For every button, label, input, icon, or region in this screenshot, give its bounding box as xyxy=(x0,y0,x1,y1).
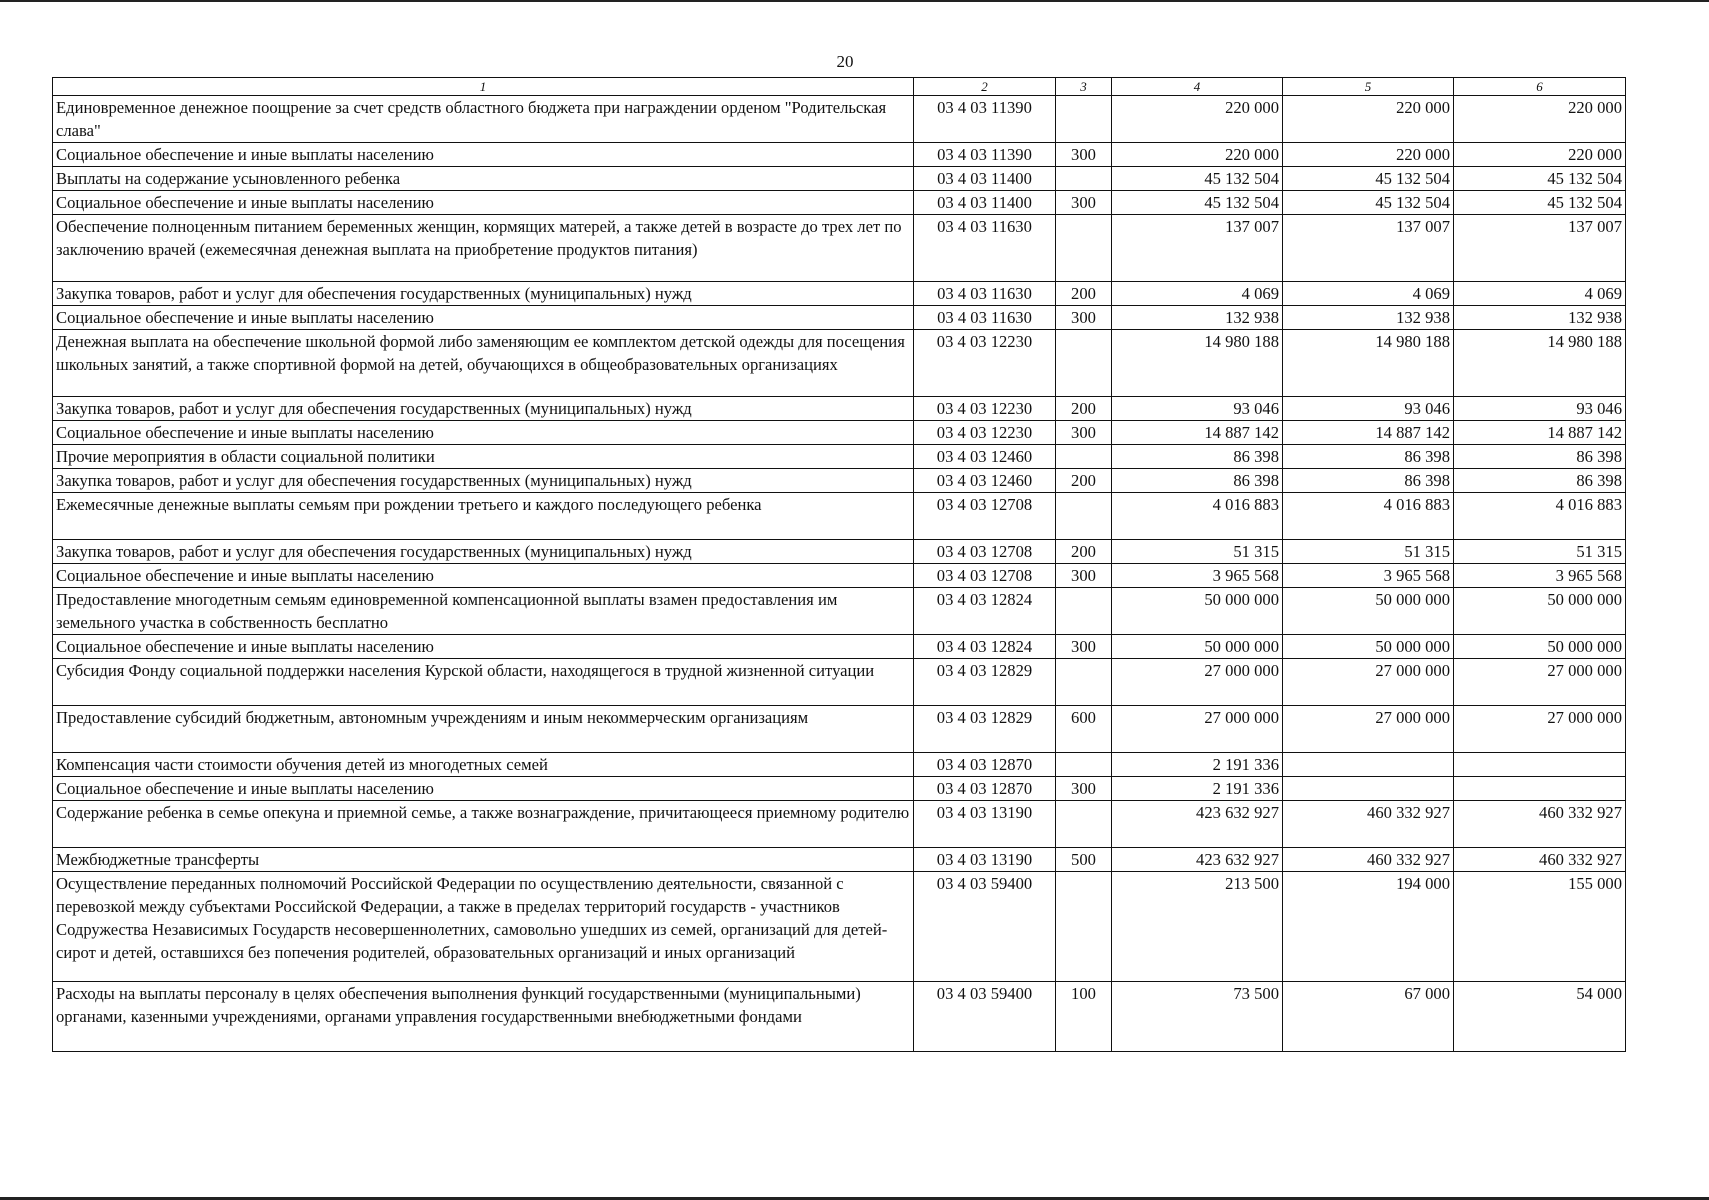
row-code: 03 4 03 59400 xyxy=(914,982,1056,1052)
row-value-col5: 137 007 xyxy=(1283,215,1454,282)
row-value-col4: 93 046 xyxy=(1112,397,1283,421)
row-name: Денежная выплата на обеспечение школьной формой либо заменяющим ее комплектом детской одежды для посещения школьных занятий, а также спортивной формой на детей, обучающихся в общеобразовательных организациях xyxy=(53,330,914,397)
scan-border-top xyxy=(0,0,1709,2)
row-value-col6: 93 046 xyxy=(1454,397,1626,421)
row-value-col6: 220 000 xyxy=(1454,143,1626,167)
table-row xyxy=(53,872,1626,982)
row-expense-type: 300 xyxy=(1056,306,1112,330)
row-expense-type: 500 xyxy=(1056,848,1112,872)
row-name: Социальное обеспечение и иные выплаты населению xyxy=(53,635,914,659)
row-expense-type xyxy=(1056,215,1112,282)
row-name: Предоставление субсидий бюджетным, автономным учреждениям и иным некоммерческим организациям xyxy=(53,706,914,753)
row-expense-type: 200 xyxy=(1056,282,1112,306)
row-code: 03 4 03 12460 xyxy=(914,469,1056,493)
row-value-col4: 2 191 336 xyxy=(1112,753,1283,777)
row-name: Закупка товаров, работ и услуг для обеспечения государственных (муниципальных) нужд xyxy=(53,469,914,493)
row-value-col6: 86 398 xyxy=(1454,445,1626,469)
table-row xyxy=(53,777,1626,801)
row-value-col4: 73 500 xyxy=(1112,982,1283,1052)
row-value-col5: 27 000 000 xyxy=(1283,706,1454,753)
row-code: 03 4 03 11390 xyxy=(914,96,1056,143)
row-value-col4: 45 132 504 xyxy=(1112,191,1283,215)
row-value-col6: 4 069 xyxy=(1454,282,1626,306)
row-code: 03 4 03 12829 xyxy=(914,706,1056,753)
row-value-col6: 460 332 927 xyxy=(1454,801,1626,848)
row-name: Расходы на выплаты персоналу в целях обеспечения выполнения функций государственными (муниципальными) органами, казенными учреждениями, органами управления государственными внебюджетными фондами xyxy=(53,982,914,1052)
row-value-col5: 132 938 xyxy=(1283,306,1454,330)
column-header: 4 xyxy=(1112,78,1283,96)
table-row xyxy=(53,469,1626,493)
row-value-col4: 50 000 000 xyxy=(1112,588,1283,635)
row-value-col4: 51 315 xyxy=(1112,540,1283,564)
row-name: Закупка товаров, работ и услуг для обеспечения государственных (муниципальных) нужд xyxy=(53,397,914,421)
row-value-col4: 132 938 xyxy=(1112,306,1283,330)
table-row xyxy=(53,167,1626,191)
row-value-col4: 14 980 188 xyxy=(1112,330,1283,397)
column-header: 1 xyxy=(53,78,914,96)
row-value-col4: 27 000 000 xyxy=(1112,659,1283,706)
row-name: Осуществление переданных полномочий Российской Федерации по осуществлению деятельности, связанной с перевозкой между субъектами Российской Федерации, а также в пределах территорий государств - участников Содружества Независимых Государств несовершеннолетних, самовольно ушедших из семей, организаций для детей-сирот и детей, оставшихся без попечения родителей, образовательных организаций и иных организаций xyxy=(53,872,914,982)
row-code: 03 4 03 11390 xyxy=(914,143,1056,167)
row-value-col6: 4 016 883 xyxy=(1454,493,1626,540)
row-expense-type: 300 xyxy=(1056,421,1112,445)
row-code: 03 4 03 12708 xyxy=(914,493,1056,540)
row-name: Закупка товаров, работ и услуг для обеспечения государственных (муниципальных) нужд xyxy=(53,540,914,564)
row-value-col4: 4 016 883 xyxy=(1112,493,1283,540)
row-value-col5: 4 069 xyxy=(1283,282,1454,306)
row-value-col4: 86 398 xyxy=(1112,469,1283,493)
row-name: Предоставление многодетным семьям единовременной компенсационной выплаты взамен предоставления им земельного участка в собственность бесплатно xyxy=(53,588,914,635)
row-code: 03 4 03 12708 xyxy=(914,564,1056,588)
column-header: 2 xyxy=(914,78,1056,96)
row-code: 03 4 03 12230 xyxy=(914,330,1056,397)
row-value-col4: 220 000 xyxy=(1112,143,1283,167)
row-expense-type xyxy=(1056,167,1112,191)
table-row xyxy=(53,564,1626,588)
row-value-col5: 4 016 883 xyxy=(1283,493,1454,540)
row-name: Социальное обеспечение и иные выплаты населению xyxy=(53,306,914,330)
row-name: Социальное обеспечение и иные выплаты населению xyxy=(53,564,914,588)
table-body xyxy=(53,96,1626,1052)
row-value-col4: 45 132 504 xyxy=(1112,167,1283,191)
row-value-col6 xyxy=(1454,777,1626,801)
row-code: 03 4 03 12230 xyxy=(914,397,1056,421)
table-row xyxy=(53,540,1626,564)
row-expense-type xyxy=(1056,445,1112,469)
row-name: Единовременное денежное поощрение за счет средств областного бюджета при награждении орденом "Родительская слава" xyxy=(53,96,914,143)
row-code: 03 4 03 12829 xyxy=(914,659,1056,706)
row-expense-type: 300 xyxy=(1056,777,1112,801)
row-expense-type xyxy=(1056,588,1112,635)
row-code: 03 4 03 12824 xyxy=(914,588,1056,635)
row-value-col6: 45 132 504 xyxy=(1454,191,1626,215)
page-number: 20 xyxy=(836,52,854,71)
row-name: Выплаты на содержание усыновленного ребенка xyxy=(53,167,914,191)
row-expense-type: 600 xyxy=(1056,706,1112,753)
row-name: Ежемесячные денежные выплаты семьям при рождении третьего и каждого последующего ребенка xyxy=(53,493,914,540)
row-value-col4: 3 965 568 xyxy=(1112,564,1283,588)
row-value-col5: 14 980 188 xyxy=(1283,330,1454,397)
row-code: 03 4 03 11630 xyxy=(914,306,1056,330)
table-row xyxy=(53,397,1626,421)
table-row xyxy=(53,753,1626,777)
row-code: 03 4 03 11400 xyxy=(914,167,1056,191)
row-value-col6: 14 887 142 xyxy=(1454,421,1626,445)
table-row xyxy=(53,96,1626,143)
row-name: Социальное обеспечение и иные выплаты населению xyxy=(53,191,914,215)
row-code: 03 4 03 12230 xyxy=(914,421,1056,445)
row-expense-type: 300 xyxy=(1056,635,1112,659)
row-value-col6: 50 000 000 xyxy=(1454,588,1626,635)
row-value-col4: 27 000 000 xyxy=(1112,706,1283,753)
table-row xyxy=(53,493,1626,540)
row-code: 03 4 03 13190 xyxy=(914,848,1056,872)
row-expense-type: 100 xyxy=(1056,982,1112,1052)
row-value-col5 xyxy=(1283,753,1454,777)
table-row xyxy=(53,306,1626,330)
row-value-col5: 67 000 xyxy=(1283,982,1454,1052)
row-value-col6: 3 965 568 xyxy=(1454,564,1626,588)
table-row xyxy=(53,143,1626,167)
row-value-col6 xyxy=(1454,753,1626,777)
row-value-col5: 86 398 xyxy=(1283,445,1454,469)
row-value-col5: 45 132 504 xyxy=(1283,167,1454,191)
row-value-col6: 14 980 188 xyxy=(1454,330,1626,397)
row-value-col6: 155 000 xyxy=(1454,872,1626,982)
row-name: Прочие мероприятия в области социальной политики xyxy=(53,445,914,469)
row-name: Компенсация части стоимости обучения детей из многодетных семей xyxy=(53,753,914,777)
row-expense-type xyxy=(1056,801,1112,848)
row-value-col4: 423 632 927 xyxy=(1112,801,1283,848)
row-value-col5: 14 887 142 xyxy=(1283,421,1454,445)
row-value-col5: 45 132 504 xyxy=(1283,191,1454,215)
budget-table xyxy=(52,77,1626,1052)
row-value-col5: 50 000 000 xyxy=(1283,635,1454,659)
row-value-col5: 220 000 xyxy=(1283,143,1454,167)
row-name: Закупка товаров, работ и услуг для обеспечения государственных (муниципальных) нужд xyxy=(53,282,914,306)
row-value-col4: 50 000 000 xyxy=(1112,635,1283,659)
row-name: Социальное обеспечение и иные выплаты населению xyxy=(53,143,914,167)
row-value-col6: 460 332 927 xyxy=(1454,848,1626,872)
row-name: Социальное обеспечение и иные выплаты населению xyxy=(53,777,914,801)
row-value-col6: 132 938 xyxy=(1454,306,1626,330)
table-header-row xyxy=(53,78,1626,96)
row-value-col6: 86 398 xyxy=(1454,469,1626,493)
row-code: 03 4 03 11400 xyxy=(914,191,1056,215)
table-row xyxy=(53,982,1626,1052)
row-value-col4: 4 069 xyxy=(1112,282,1283,306)
row-name: Субсидия Фонду социальной поддержки населения Курской области, находящегося в трудной жизненной ситуации xyxy=(53,659,914,706)
table-row xyxy=(53,282,1626,306)
table-row xyxy=(53,445,1626,469)
column-header: 5 xyxy=(1283,78,1454,96)
row-value-col6: 220 000 xyxy=(1454,96,1626,143)
column-header: 6 xyxy=(1454,78,1626,96)
row-value-col4: 137 007 xyxy=(1112,215,1283,282)
row-expense-type xyxy=(1056,872,1112,982)
row-value-col5 xyxy=(1283,777,1454,801)
table-row xyxy=(53,706,1626,753)
row-expense-type xyxy=(1056,330,1112,397)
row-expense-type: 300 xyxy=(1056,564,1112,588)
row-expense-type: 200 xyxy=(1056,469,1112,493)
row-name: Обеспечение полноценным питанием беременных женщин, кормящих матерей, а также детей в возрасте до трех лет по заключению врачей (ежемесячная денежная выплата на приобретение продуктов питания) xyxy=(53,215,914,282)
table-row xyxy=(53,848,1626,872)
row-expense-type xyxy=(1056,659,1112,706)
row-value-col6: 50 000 000 xyxy=(1454,635,1626,659)
row-name: Социальное обеспечение и иные выплаты населению xyxy=(53,421,914,445)
row-code: 03 4 03 11630 xyxy=(914,282,1056,306)
row-expense-type: 300 xyxy=(1056,191,1112,215)
row-value-col4: 220 000 xyxy=(1112,96,1283,143)
row-value-col5: 194 000 xyxy=(1283,872,1454,982)
row-code: 03 4 03 59400 xyxy=(914,872,1056,982)
row-expense-type xyxy=(1056,96,1112,143)
row-value-col6: 137 007 xyxy=(1454,215,1626,282)
row-expense-type: 200 xyxy=(1056,397,1112,421)
table-row xyxy=(53,330,1626,397)
row-value-col5: 27 000 000 xyxy=(1283,659,1454,706)
row-value-col5: 86 398 xyxy=(1283,469,1454,493)
row-value-col4: 86 398 xyxy=(1112,445,1283,469)
table-row xyxy=(53,215,1626,282)
row-value-col5: 50 000 000 xyxy=(1283,588,1454,635)
row-value-col4: 423 632 927 xyxy=(1112,848,1283,872)
row-code: 03 4 03 11630 xyxy=(914,215,1056,282)
row-value-col4: 14 887 142 xyxy=(1112,421,1283,445)
row-name: Межбюджетные трансферты xyxy=(53,848,914,872)
table-row xyxy=(53,421,1626,445)
table-row xyxy=(53,191,1626,215)
row-value-col6: 51 315 xyxy=(1454,540,1626,564)
row-code: 03 4 03 12460 xyxy=(914,445,1056,469)
row-value-col5: 3 965 568 xyxy=(1283,564,1454,588)
row-value-col6: 45 132 504 xyxy=(1454,167,1626,191)
table-row xyxy=(53,801,1626,848)
row-name: Содержание ребенка в семье опекуна и приемной семье, а также вознаграждение, причитающееся приемному родителю xyxy=(53,801,914,848)
row-code: 03 4 03 12870 xyxy=(914,753,1056,777)
row-value-col6: 27 000 000 xyxy=(1454,659,1626,706)
row-value-col6: 27 000 000 xyxy=(1454,706,1626,753)
row-value-col5: 220 000 xyxy=(1283,96,1454,143)
row-value-col5: 93 046 xyxy=(1283,397,1454,421)
row-expense-type xyxy=(1056,753,1112,777)
row-value-col4: 213 500 xyxy=(1112,872,1283,982)
row-value-col6: 54 000 xyxy=(1454,982,1626,1052)
row-code: 03 4 03 12824 xyxy=(914,635,1056,659)
row-value-col5: 51 315 xyxy=(1283,540,1454,564)
row-code: 03 4 03 12708 xyxy=(914,540,1056,564)
row-value-col5: 460 332 927 xyxy=(1283,801,1454,848)
row-code: 03 4 03 12870 xyxy=(914,777,1056,801)
row-code: 03 4 03 13190 xyxy=(914,801,1056,848)
column-header: 3 xyxy=(1056,78,1112,96)
table-row xyxy=(53,635,1626,659)
row-expense-type: 300 xyxy=(1056,143,1112,167)
table-row xyxy=(53,659,1626,706)
table-row xyxy=(53,588,1626,635)
row-expense-type xyxy=(1056,493,1112,540)
row-value-col5: 460 332 927 xyxy=(1283,848,1454,872)
row-expense-type: 200 xyxy=(1056,540,1112,564)
row-value-col4: 2 191 336 xyxy=(1112,777,1283,801)
